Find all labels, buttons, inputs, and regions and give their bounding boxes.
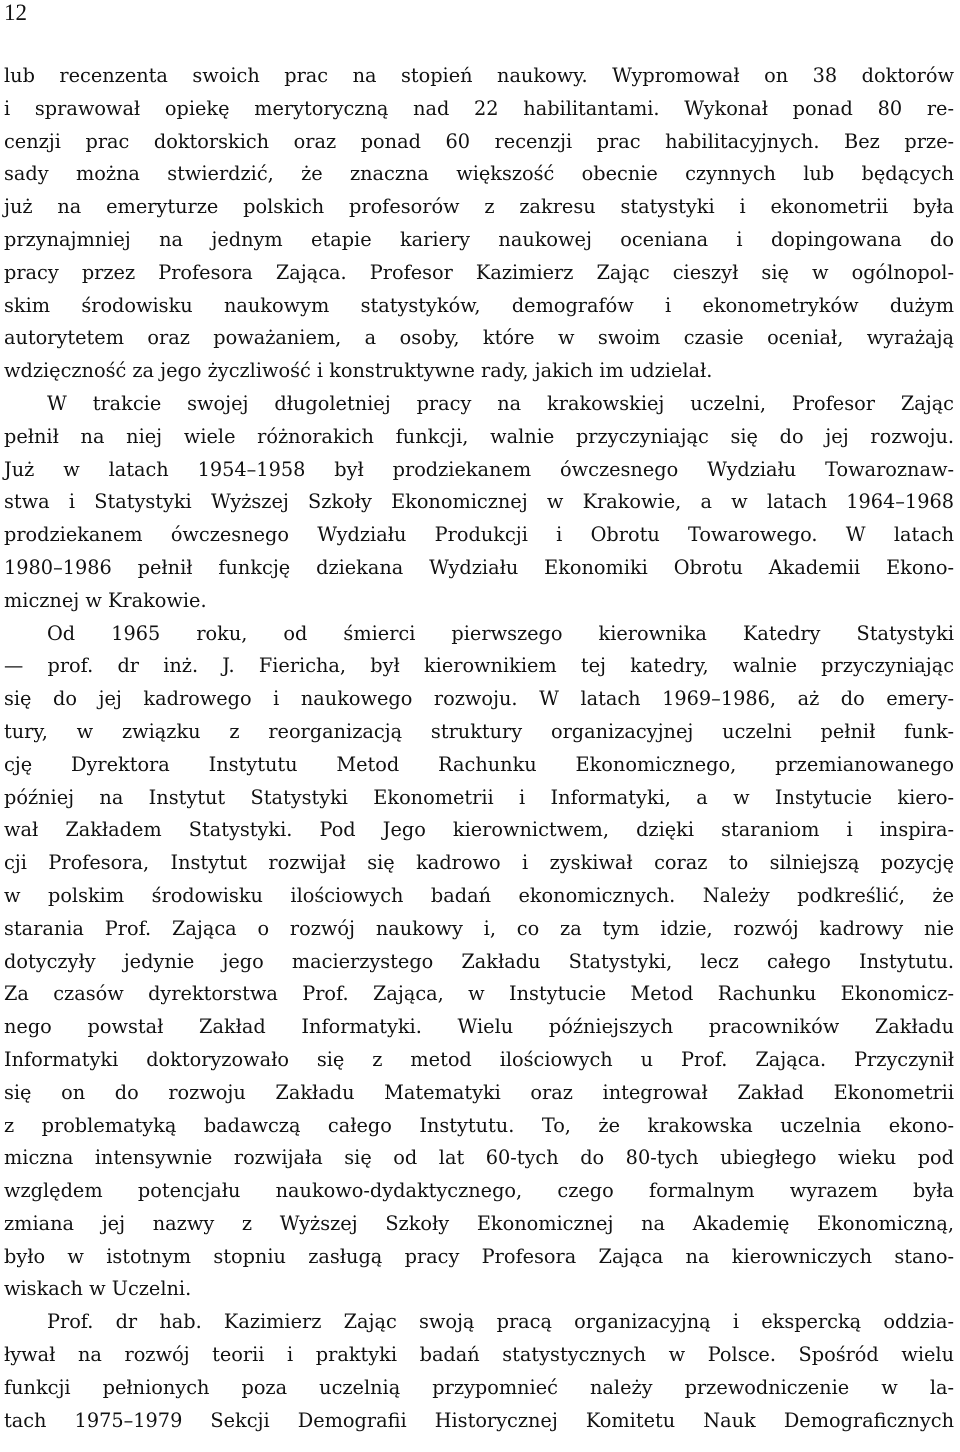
text-line: w polskim środowisku ilościowych badań ekonomicznych. Należy podkreślić, że xyxy=(4,883,954,907)
text-line: cenzji prac doktorskich oraz ponad 60 recenzji prac habilitacyjnych. Bez prze- xyxy=(4,129,954,153)
text-line: funkcji pełnionych poza uczelnią przypomnieć należy przewodniczenie w la- xyxy=(4,1375,954,1399)
text-line: Informatyki doktoryzowało się z metod ilościowych u Prof. Zająca. Przyczynił xyxy=(4,1047,954,1071)
text-line: stwa i Statystyki Wyższej Szkoły Ekonomicznej w Krakowie, a w latach 1964–1968 xyxy=(4,490,954,514)
text-line: z problematyką badawczą całego Instytutu. To, że krakowska uczelnia ekono- xyxy=(4,1113,954,1137)
page-number: 12 xyxy=(4,0,27,25)
text-line: zmiana jej nazwy z Wyższej Szkoły Ekonomicznej na Akademię Ekonomiczną, xyxy=(4,1211,954,1235)
text-line: później na Instytut Statystyki Ekonometrii i Informatyki, a w Instytucie kiero- xyxy=(4,785,954,809)
text-line: Od 1965 roku, od śmierci pierwszego kierownika Katedry Statystyki xyxy=(47,621,954,645)
text-line: sady można stwierdzić, że znaczna większość obecnie czynnych lub będących xyxy=(4,162,954,186)
text-line: i sprawował opiekę merytoryczną nad 22 habilitantami. Wykonał ponad 80 re- xyxy=(4,96,954,120)
text-line: — prof. dr inż. J. Fiericha, był kierownikiem tej katedry, walnie przyczyniając xyxy=(4,654,954,678)
text-line: cję Dyrektora Instytutu Metod Rachunku Ekonomicznego, przemianowanego xyxy=(4,752,954,776)
text-line: autorytetem oraz poważaniem, a osoby, które w swoim czasie oceniał, wyrażają xyxy=(4,326,954,350)
text-line: nego powstał Zakład Informatyki. Wielu późniejszych pracowników Zakładu xyxy=(4,1015,954,1039)
text-line: się do jej kadrowego i naukowego rozwoju. W latach 1969–1986, aż do emery- xyxy=(4,687,954,711)
text-line: starania Prof. Zająca o rozwój naukowy i, co za tym idzie, rozwój kadrowy nie xyxy=(4,916,954,940)
text-line: ływał na rozwój teorii i praktyki badań statystycznych w Polsce. Spośród wielu xyxy=(4,1343,954,1367)
text-line: się on do rozwoju Zakładu Matematyki oraz integrował Zakład Ekonometrii xyxy=(4,1080,954,1104)
text-line: pełnił na niej wiele różnorakich funkcji, walnie przyczyniając się do jej rozwoju. xyxy=(4,424,954,448)
text-line: dotyczyły jedynie jego macierzystego Zakładu Statystyki, lecz całego Instytutu. xyxy=(4,949,954,973)
body-text xyxy=(4,60,954,1437)
text-line: 1980–1986 pełnił funkcję dziekana Wydziału Ekonomiki Obrotu Akademii Ekono- xyxy=(4,555,954,579)
text-line: pracy przez Profesora Zająca. Profesor Kazimierz Zając cieszył się w ogólnopol- xyxy=(4,260,954,284)
text-line: cji Profesora, Instytut rozwijał się kadrowo i zyskiwał coraz to silniejszą pozycję xyxy=(4,851,954,875)
text-line: skim środowisku naukowym statystyków, demografów i ekonometryków dużym xyxy=(4,293,954,317)
text-line: wiskach w Uczelni. xyxy=(4,1277,192,1301)
text-line: micznej w Krakowie. xyxy=(4,588,207,612)
text-line: wał Zakładem Statystyki. Pod Jego kierownictwem, dzięki staraniom i inspira- xyxy=(4,818,954,842)
text-line: tury, w związku z reorganizacją struktury organizacyjnej uczelni pełnił funk- xyxy=(4,719,954,743)
text-line: Już w latach 1954–1958 był prodziekanem ówczesnego Wydziału Towaroznaw- xyxy=(4,457,954,481)
text-line: już na emeryturze polskich profesorów z zakresu statystyki i ekonometrii była xyxy=(4,195,954,219)
text-line: Prof. dr hab. Kazimierz Zając swoją pracą organizacyjną i ekspercką oddzia- xyxy=(47,1310,954,1334)
text-line: przynajmniej na jednym etapie kariery naukowej oceniana i dopingowana do xyxy=(4,227,954,251)
text-line: było w istotnym stopniu zasługą pracy Profesora Zająca na kierowniczych stano- xyxy=(4,1244,954,1268)
text-line: prodziekanem ówczesnego Wydziału Produkcji i Obrotu Towarowego. W latach xyxy=(4,523,954,547)
text-line: względem potencjału naukowo-dydaktycznego, czego formalnym wyrazem była xyxy=(4,1179,954,1203)
text-line: lub recenzenta swoich prac na stopień naukowy. Wypromował on 38 doktorów xyxy=(4,64,954,87)
text-line: tach 1975–1979 Sekcji Demografii Historycznej Komitetu Nauk Demograficznych xyxy=(4,1408,954,1432)
text-line: miczna intensywnie rozwijała się od lat 60-tych do 80-tych ubiegłego wieku pod xyxy=(4,1146,954,1170)
text-line: W trakcie swojej długoletniej pracy na krakowskiej uczelni, Profesor Zając xyxy=(47,391,954,415)
text-line: wdzięczność za jego życzliwość i konstruktywne rady, jakich im udzielał. xyxy=(4,359,713,383)
text-line: Za czasów dyrektorstwa Prof. Zająca, w Instytucie Metod Rachunku Ekonomicz- xyxy=(4,982,954,1006)
